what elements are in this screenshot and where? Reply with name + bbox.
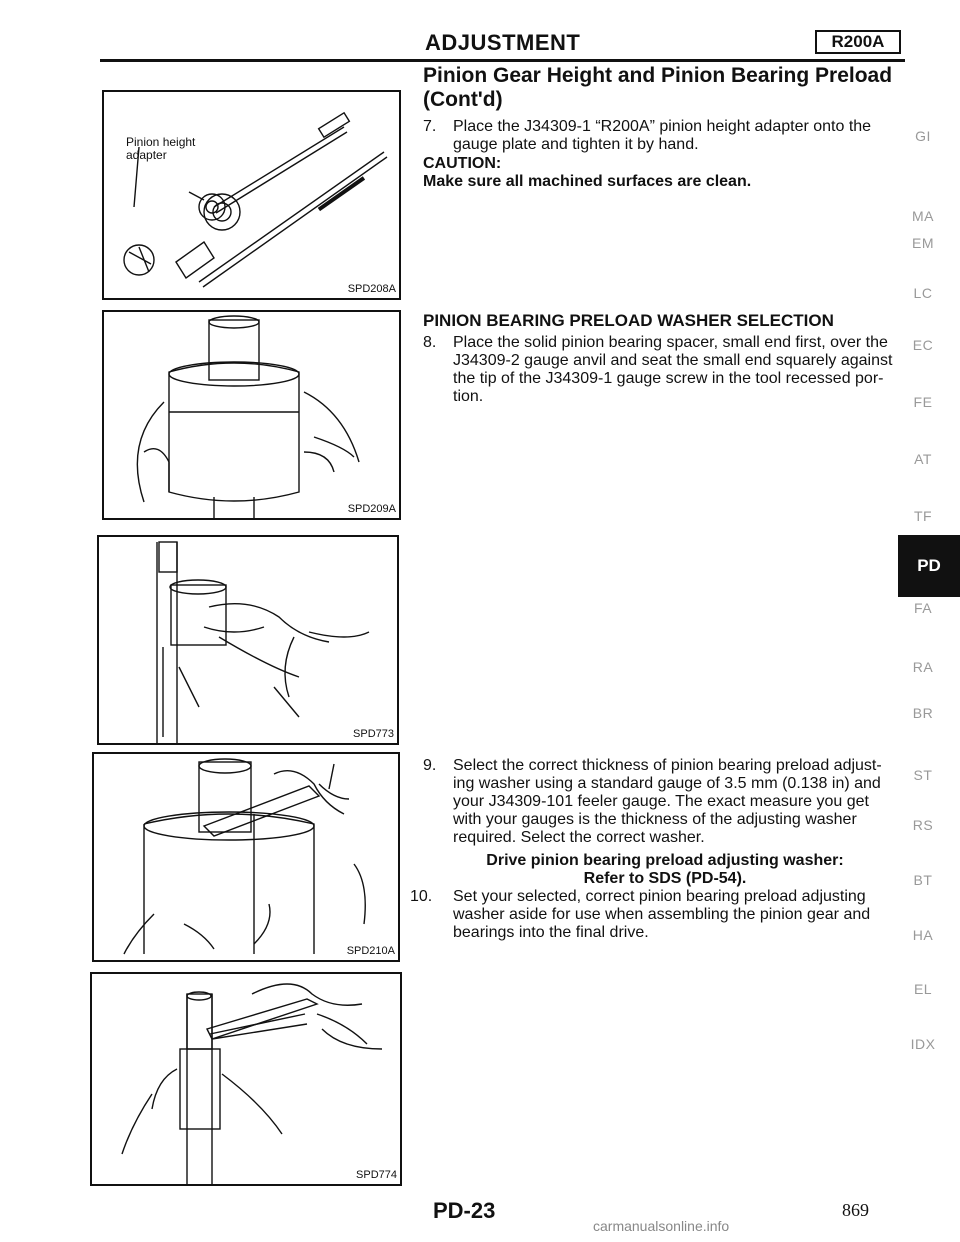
- figure-illustration: [92, 974, 400, 1184]
- spec-note-line1: Drive pinion bearing preload adjusting washer:: [486, 852, 844, 869]
- watermark-text: carmanualsonline.info: [593, 1218, 730, 1234]
- step-text-line: tion.: [453, 388, 484, 405]
- step-text-line: ing washer using a standard gauge of 3.5 mm (0.138 in) and: [453, 775, 881, 792]
- figure-feeler-gauge-closeup: [90, 972, 402, 1186]
- figure-code: SPD773: [353, 728, 394, 740]
- step-text-line: Set your selected, correct pinion bearing preload adjusting: [453, 888, 866, 905]
- side-tab-bt[interactable]: BT: [913, 872, 933, 888]
- header-rule: [100, 59, 905, 62]
- side-tab-st[interactable]: ST: [913, 767, 933, 783]
- step-number: 9.: [423, 757, 437, 774]
- page-header-title: ADJUSTMENT: [425, 30, 581, 55]
- figure-pinion-height-adapter: [102, 90, 401, 300]
- subheading-washer-selection: PINION BEARING PRELOAD WASHER SELECTION: [423, 311, 834, 330]
- caution-label: CAUTION:: [423, 155, 502, 172]
- side-tab-br[interactable]: BR: [912, 705, 934, 721]
- side-tab-fa[interactable]: FA: [913, 600, 933, 616]
- step-number: 7.: [423, 118, 437, 135]
- figure-feeler-gauge-measure: [92, 752, 400, 962]
- side-tab-idx[interactable]: IDX: [910, 1036, 936, 1052]
- side-tab-pd-active[interactable]: PD: [898, 535, 960, 597]
- side-tab-em[interactable]: EM: [912, 235, 934, 251]
- step-text-line: J34309-2 gauge anvil and seat the small end squarely against: [453, 352, 893, 369]
- step-text-line: Select the correct thickness of pinion bearing preload adjust-: [453, 757, 882, 774]
- side-tab-ec[interactable]: EC: [912, 337, 934, 353]
- figure-spacer-over-anvil: [102, 310, 401, 520]
- step-text-line: washer aside for use when assembling the pinion gear and: [453, 906, 871, 923]
- callout-line: Pinion height: [126, 135, 196, 149]
- side-tab-tf[interactable]: TF: [913, 508, 933, 524]
- step-number: 10.: [410, 888, 433, 905]
- figure-illustration: [104, 92, 399, 298]
- step-text-line: with your gauges is the thickness of the adjusting washer: [453, 811, 857, 828]
- figure-illustration: [94, 754, 398, 960]
- figure-code: SPD208A: [347, 283, 396, 295]
- step-text-line: the tip of the J34309-1 gauge screw in the tool recessed por-: [453, 370, 884, 387]
- side-tab-rs[interactable]: RS: [912, 817, 934, 833]
- step-7: [423, 118, 913, 158]
- step-text-line: gauge plate and tighten it by hand.: [453, 136, 699, 153]
- figure-illustration: [104, 312, 399, 518]
- step-text-line: Place the solid pinion bearing spacer, small end first, over the: [453, 334, 888, 351]
- page-code: PD-23: [433, 1198, 496, 1223]
- step-text-line: Place the J34309-1 “R200A” pinion height adapter onto the: [453, 118, 872, 135]
- side-tab-gi[interactable]: GI: [915, 128, 931, 144]
- step-text-line: required. Select the correct washer.: [453, 829, 705, 846]
- spec-note: [450, 852, 880, 888]
- side-tab-el[interactable]: EL: [913, 981, 933, 997]
- caution-text: Make sure all machined surfaces are clean.: [423, 173, 752, 190]
- figure-code: SPD210A: [346, 945, 395, 957]
- callout-pinion-height-adapter: [126, 136, 195, 162]
- step-9: [423, 757, 913, 852]
- side-tab-at[interactable]: AT: [914, 451, 932, 467]
- spec-note-line2: Refer to SDS (PD-54).: [583, 870, 747, 887]
- side-tab-fe[interactable]: FE: [913, 394, 933, 410]
- step-text-line: your J34309-101 feeler gauge. The exact measure you get: [453, 793, 869, 810]
- side-tab-ma[interactable]: MA: [912, 208, 934, 224]
- model-badge: R200A: [815, 30, 901, 54]
- section-title: [423, 64, 918, 112]
- section-title-line1: Pinion Gear Height and Pinion Bearing Preload: [423, 64, 893, 87]
- figure-code: SPD209A: [347, 503, 396, 515]
- figure-illustration: [99, 537, 397, 743]
- callout-line: adapter: [126, 148, 167, 162]
- side-tab-ha[interactable]: HA: [912, 927, 934, 943]
- section-title-line2: (Cont'd): [423, 88, 503, 111]
- figure-spacer-seated: [97, 535, 399, 745]
- side-tab-lc[interactable]: LC: [913, 285, 933, 301]
- figure-code: SPD774: [356, 1169, 397, 1181]
- step-8: [423, 334, 913, 414]
- side-tab-ra[interactable]: RA: [912, 659, 934, 675]
- page-number: 869: [842, 1200, 869, 1220]
- step-number: 8.: [423, 334, 437, 351]
- step-text-line: bearings into the final drive.: [453, 924, 649, 941]
- step-10: [410, 888, 910, 948]
